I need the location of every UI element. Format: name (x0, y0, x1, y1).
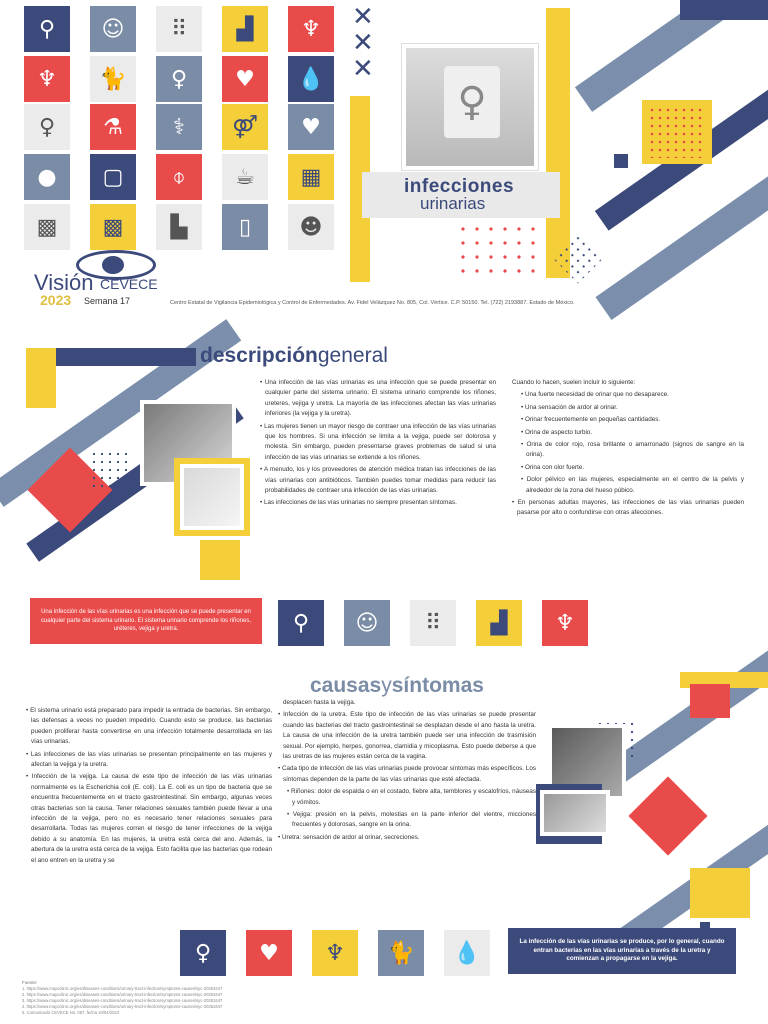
uterus-icon: ♆ (24, 56, 70, 102)
decor-dots (90, 450, 130, 490)
symptom-text: Una sensación de ardor al orinar. (524, 403, 618, 411)
x-mark-icon: ✕ (352, 2, 374, 32)
heading-bold: causas (310, 674, 382, 697)
paragraph: • Las infecciones de las vías urinarias no siempre presentan síntomas. (260, 499, 457, 507)
decor-square (628, 776, 707, 855)
logo-year: 2023 (40, 292, 72, 308)
week-label: Semana 17 (84, 296, 131, 306)
paragraph-text: El sistema urinario está preparado para impedir la entrada de bacterias. Sin embargo, las defensas a veces no pueden impedirlo. Cuando esto se produce, las bacterias pueden proliferar hasta convertirse en una infección totalmente desarrollada en las vías urinarias. (30, 707, 272, 746)
yellow-bar (546, 8, 570, 278)
causas-col2-list (278, 710, 536, 785)
heading-light: y (381, 674, 392, 697)
toilet-icon: ▟ (222, 6, 268, 52)
descripcion-section (0, 340, 768, 660)
decor-dots (456, 222, 540, 274)
source-item: 5. Comunicado CEVECE No. 067, fecha 10/04/2023 (22, 1010, 120, 1015)
paragraph: • Cada tipo de infección de las vías urinarias puede provocar síntomas más específicos. Los síntomas dependen de la parte de las vías urinarias que esté afectada. (278, 765, 536, 783)
red-box-text: Una infección de las vías urinarias es una infección que se puede presentar en cualquier parte del sistema urinario. El sistema urinario comprende los riñones, uréteres, vejiga y uretra. (40, 609, 252, 633)
restroom-sign-icon: ♀ (444, 66, 500, 138)
symptom-text: Una fuerte necesidad de orinar que no desaparece. (524, 391, 669, 399)
title-line2: urinarias (420, 194, 486, 213)
causas-section (0, 668, 768, 974)
symptom-text: Vejiga: presión en la pelvis, molestias en la parte inferior del vientre, micciones frecuentes y dolorosas, sangre en la orina. (292, 811, 536, 829)
causas-col1 (26, 706, 272, 868)
footer-sources (22, 980, 342, 1016)
symptom-item: • Riñones: dolor de espalda o en el costado, fiebre alta, temblores y escalofríos, náuseas y vómitos. (287, 788, 536, 806)
descripcion-photo-2 (180, 464, 244, 530)
col2-first: desplacen hasta la vejiga. (283, 699, 356, 706)
tombstone-icon: ▙ (156, 204, 202, 250)
decor-square (200, 540, 240, 580)
cat-icon: 🐈 (90, 56, 136, 102)
decor-square (690, 868, 750, 918)
drops-icon: 💧 (444, 930, 490, 976)
header-section (0, 0, 768, 320)
symptom-item: • Orina con olor fuerte. (521, 463, 585, 471)
woman-face-icon: ☻ (288, 204, 334, 250)
footer-label: Fuente: (22, 980, 38, 985)
pill-pack-icon: ⠿ (410, 600, 456, 646)
title-line1: infecciones (404, 176, 515, 197)
navy-box-text: La infección de las vías urinarias se produce, por lo general, cuando entran bacterias en las vías urinarias a través de la uretra y comienzan a propagarse en la vejiga. (519, 938, 725, 963)
berries-icon: ● (24, 154, 70, 200)
symptom-text: Dolor pélvico en las mujeres, especialmente en el centro de la pelvis y alrededor de la zona del hueso púbico. (526, 476, 744, 494)
state-map-icon: ▩ (90, 204, 136, 250)
eye-logo-icon (102, 256, 124, 274)
symptom-item: • Orinar frecuentemente en pequeñas cantidades. (521, 416, 661, 424)
source-item: 4. https://www.mayoclinic.org/es/diseases-conditions/urinary-tract-infection/symptoms-causes/syc-20353447 (22, 1004, 223, 1009)
decor-band (26, 348, 56, 408)
cup-icon: ☕ (222, 154, 268, 200)
symptom-item: • Orina de aspecto turbio. (521, 428, 593, 436)
paragraph-text: Las infecciones de las vías urinarias se presentan principalmente en las mujeres y afectan la vejiga y la uretra. (30, 750, 272, 769)
descripcion-red-box (30, 598, 262, 644)
heading-light: general (317, 344, 388, 367)
bladder-icon: ♥ (246, 930, 292, 976)
paragraph: • Infección de la vejiga. La causa de este tipo de infección de las vías urinarias normalmente es la Escherichia coli (E. coli). La E. coli es un tipo de bacteria que se encuentra frecuentemente en el tracto gastrointestinal. Sin embargo, algunas veces otras bacterias son la causa. Tener relaciones sexuales también puede llevar a una infección de la vejiga, pero no es necesario tener relaciones sexuales para desarrollarla. Todas las mujeres corren el riesgo de tener infecciones de la vejiga debido a su anatomía. En las mujeres, la uretra está cerca del ano. Además, la abertura de la uretra está cerca de la vejiga. Esto facilita que las bacterias que rodean el ano entren en la uretra y se (26, 773, 272, 864)
causas-symptom-list (278, 787, 536, 831)
package-icon: ▦ (288, 154, 334, 200)
cat-icon: 🐈 (378, 930, 424, 976)
x-mark-icon: ✕ (352, 54, 374, 84)
source-item: 2. https://www.mayoclinic.org/es/diseases-conditions/urinary-tract-infection/symptoms-causes/syc-20353447 (22, 992, 223, 997)
symptom-list (512, 390, 744, 496)
col2-outro: • En personas adultas mayores, las infecciones de las vías urinarias pueden pasarse por alto o confundirse con otras afecciones. (512, 499, 744, 517)
causas-photo-2 (540, 790, 610, 836)
sex-symbols-icon: ⚤ (222, 104, 268, 150)
decor-square (614, 154, 628, 168)
heading-bold: descripción (200, 344, 318, 367)
paragraph: • A menudo, los y los proveedores de atención médica tratan las infecciones de las vías urinarias con antibióticos. También puedes tomar medidas para reducir las probabilidades de contraer una infección de las vías urinarias. (260, 466, 497, 495)
causas-heading (310, 674, 484, 698)
decor-square (690, 684, 730, 718)
paragraph-text: Infección de la uretra. Este tipo de infección de las vías urinarias se puede presentar cuando las bacterias del tracto gastrointestinal se desplazan desde el ano hasta la uretra. La causa de una infección de la uretra también puede ser una infección de trasmisión sexual. Por ejemplo, herpes, gonorrea, clamidia y micoplasma. Esto puede deberse a que las uretras de las mujeres están cerca de la vagina. (283, 711, 536, 761)
paragraph: • Las mujeres tienen un mayor riesgo de contraer una infección de las vías urinarias que los hombres. Si una infección se limita a la vejiga, puede ser dolorosa y molesta. Sin embargo, pueden presentarse graves problemas de salud si una infección de las vías urinarias se extiende a los riñones. (260, 422, 496, 461)
pelvis-icon: ♆ (288, 6, 334, 52)
source-item: 3. https://www.mayoclinic.org/es/diseases-conditions/urinary-tract-infection/symptoms-causes/syc-20353447 (22, 998, 223, 1003)
symptom-text: Orina de color rojo, rosa brillante o amarronado (signos de sangre en la orina). (526, 441, 744, 459)
paragraph-text: Las mujeres tienen un mayor riesgo de contraer una infección de las vías urinarias que los hombres. Si una infección se limita a la vejiga, puede ser dolorosa y molesta. Sin embargo, pueden presentarse graves problemas de salud si una infección de las vías urinarias se extiende a los riñones. (264, 422, 496, 461)
doctor-patient-icon: ☺ (90, 6, 136, 52)
decor-band (680, 0, 768, 20)
symptom-item: • Dolor pélvico en las mujeres, especialmente en el centro de la pelvis y alrededor de la zona del hueso púbico. (521, 476, 744, 494)
box-icon: ▯ (222, 204, 268, 250)
causas-navy-box (508, 928, 736, 974)
paragraph-text: A menudo, los y los proveedores de atención médica tratan las infecciones de las vías urinarias con antibióticos. También puedes tomar medidas para reducir las probabilidades de contraer una infección de las vías urinarias. (263, 466, 497, 495)
paragraph: • Infección de la uretra. Este tipo de infección de las vías urinarias se puede presentar cuando las bacterias del tracto gastrointestinal se desplazan desde el ano hasta la uretra. La causa de una infección de la uretra también puede ser una infección de trasmisión sexual. Por ejemplo, herpes, gonorrea, clamidia y micoplasma. Esto puede deberse a que las uretras de las mujeres están cerca de la vagina. (278, 711, 536, 761)
pill-pack-icon: ⠿ (156, 6, 202, 52)
doctor-patient-icon: ☺ (344, 600, 390, 646)
symptom-text: Orinar frecuentemente en pequeñas cantidades. (524, 416, 661, 424)
heading-bold2: síntomas (391, 674, 484, 697)
pelvis-icon: ♆ (542, 600, 588, 646)
symptom-text: Riñones: dolor de espalda o en el costado, fiebre alta, temblores y escalofríos, náuseas y vómitos. (291, 788, 536, 806)
col2-last: • Uretra: sensación de ardor al orinar, secreciones. (278, 833, 420, 841)
toilet-paper-icon: ▢ (90, 154, 136, 200)
col2-intro: Cuando lo hacen, suelen incluir lo siguiente: (512, 379, 636, 386)
fluids-icon: ⚗ (90, 104, 136, 150)
mexico-map-icon: ▩ (24, 204, 70, 250)
kidney-system-icon: ⚲ (24, 6, 70, 52)
x-mark-icon: ✕ (352, 28, 374, 58)
header-photo (402, 44, 538, 170)
symptom-item: • Orina de color rojo, rosa brillante o amarronado (signos de sangre en la orina). (521, 441, 744, 459)
symptom-item: • Vejiga: presión en la pelvis, molestias en la parte inferior del vientre, micciones frecuentes y dolorosas, sangre en la orina. (287, 811, 536, 829)
kidneys-icon: ♥ (288, 104, 334, 150)
pad-icon: ⌽ (156, 154, 202, 200)
toilet-icon: ▟ (476, 600, 522, 646)
causas-col2 (278, 698, 536, 845)
col2-outro-text: En personas adultas mayores, las infecciones de las vías urinarias pueden pasarse por alto o confundirse con otras afecciones. (517, 499, 744, 517)
symptom-item: • Una fuerte necesidad de orinar que no desaparece. (521, 391, 669, 399)
col2-last-text: Uretra: sensación de ardor al orinar, secreciones. (281, 833, 420, 841)
doctor-exam-icon: ⚕ (156, 104, 202, 150)
bladder-icon: ♥ (222, 56, 268, 102)
symptom-text: Orina de aspecto turbio. (524, 428, 593, 436)
paragraph-text: Infección de la vejiga. La causa de este tipo de infección de las vías urinarias normalmente es la Escherichia coli (E. coli). La E. coli es un tipo de bacteria que se encuentra frecuentemente en el tracto gastrointestinal. Sin embargo, algunas veces otras bacterias son la causa. Tener relaciones sexuales también puede llevar a una infección de la vejiga, pero no es necesario tener relaciones sexuales para desarrollarla. Todas las mujeres corren el riesgo de tener infecciones de la vejiga debido a su anatomía. En las mujeres, la uretra está cerca del ano. Además, la abertura de la uretra está cerca de la vejiga. Esto facilita que las bacterias que rodean el ano entren en la uretra y se (31, 773, 272, 864)
paragraph: • Una infección de las vías urinarias es una infección que se puede presentar en cualquier parte del sistema urinario. El sistema urinario comprende los riñones, ureteres, vejiga y uretra. La mayoría de las infecciones afectan las vías urinarias inferiores (la vejiga y la uretra). (260, 379, 496, 418)
symptom-text: Orina con olor fuerte. (524, 463, 585, 471)
source-list (22, 986, 342, 1016)
logo-cevece: CEVECE (100, 276, 158, 292)
source-item: 1. https://www.mayoclinic.org/es/diseases-conditions/urinary-tract-infection/symptoms-causes/syc-20353447 (22, 986, 223, 991)
woman-icon: ♀ (24, 104, 70, 150)
paragraph: • El sistema urinario está preparado para impedir la entrada de bacterias. Sin embargo, las defensas a veces no pueden impedirlo. Cuando esto se produce, las bacterias pueden proliferar hasta convertirse en una infección totalmente desarrollada en las vías urinarias. (26, 707, 272, 746)
uterus-icon: ♆ (312, 930, 358, 976)
logo (30, 250, 180, 310)
logo-vision: Visión (34, 270, 94, 295)
descripcion-col1 (260, 378, 496, 511)
descripcion-col2 (512, 378, 744, 521)
paragraph-text: Las infecciones de las vías urinarias no siempre presentan síntomas. (263, 499, 457, 507)
decor-dots (648, 106, 706, 158)
symptom-item: • Una sensación de ardor al orinar. (521, 403, 618, 411)
kidney-system-icon: ⚲ (278, 600, 324, 646)
descripcion-heading (200, 344, 388, 368)
female-pelvis-icon: ♀ (156, 56, 202, 102)
paragraph: • Las infecciones de las vías urinarias se presentan principalmente en las mujeres y afectan la vejiga y la uretra. (26, 750, 272, 769)
paragraph-text: Una infección de las vías urinarias es una infección que se puede presentar en cualquier parte del sistema urinario. El sistema urinario comprende los riñones, ureteres, vejiga y uretra. La mayoría de las infecciones afectan las vías urinarias inferiores (la vejiga y la uretra). (264, 379, 496, 418)
paragraph-text: Cada tipo de infección de las vías urinarias puede provocar síntomas más específicos. Los síntomas dependen de la parte de las vías urinarias que esté afectada. (282, 765, 536, 783)
drops-icon: 💧 (288, 56, 334, 102)
female-pelvis-icon: ♀ (180, 930, 226, 976)
address-text: Centro Estatal de Vigilancia Epidemiológica y Control de Enfermedades. Av. Fidel Velázquez No. 805, Col. Vértice. C.P. 50150. Tel. (722) 2193887. Estado de México. (170, 300, 575, 306)
